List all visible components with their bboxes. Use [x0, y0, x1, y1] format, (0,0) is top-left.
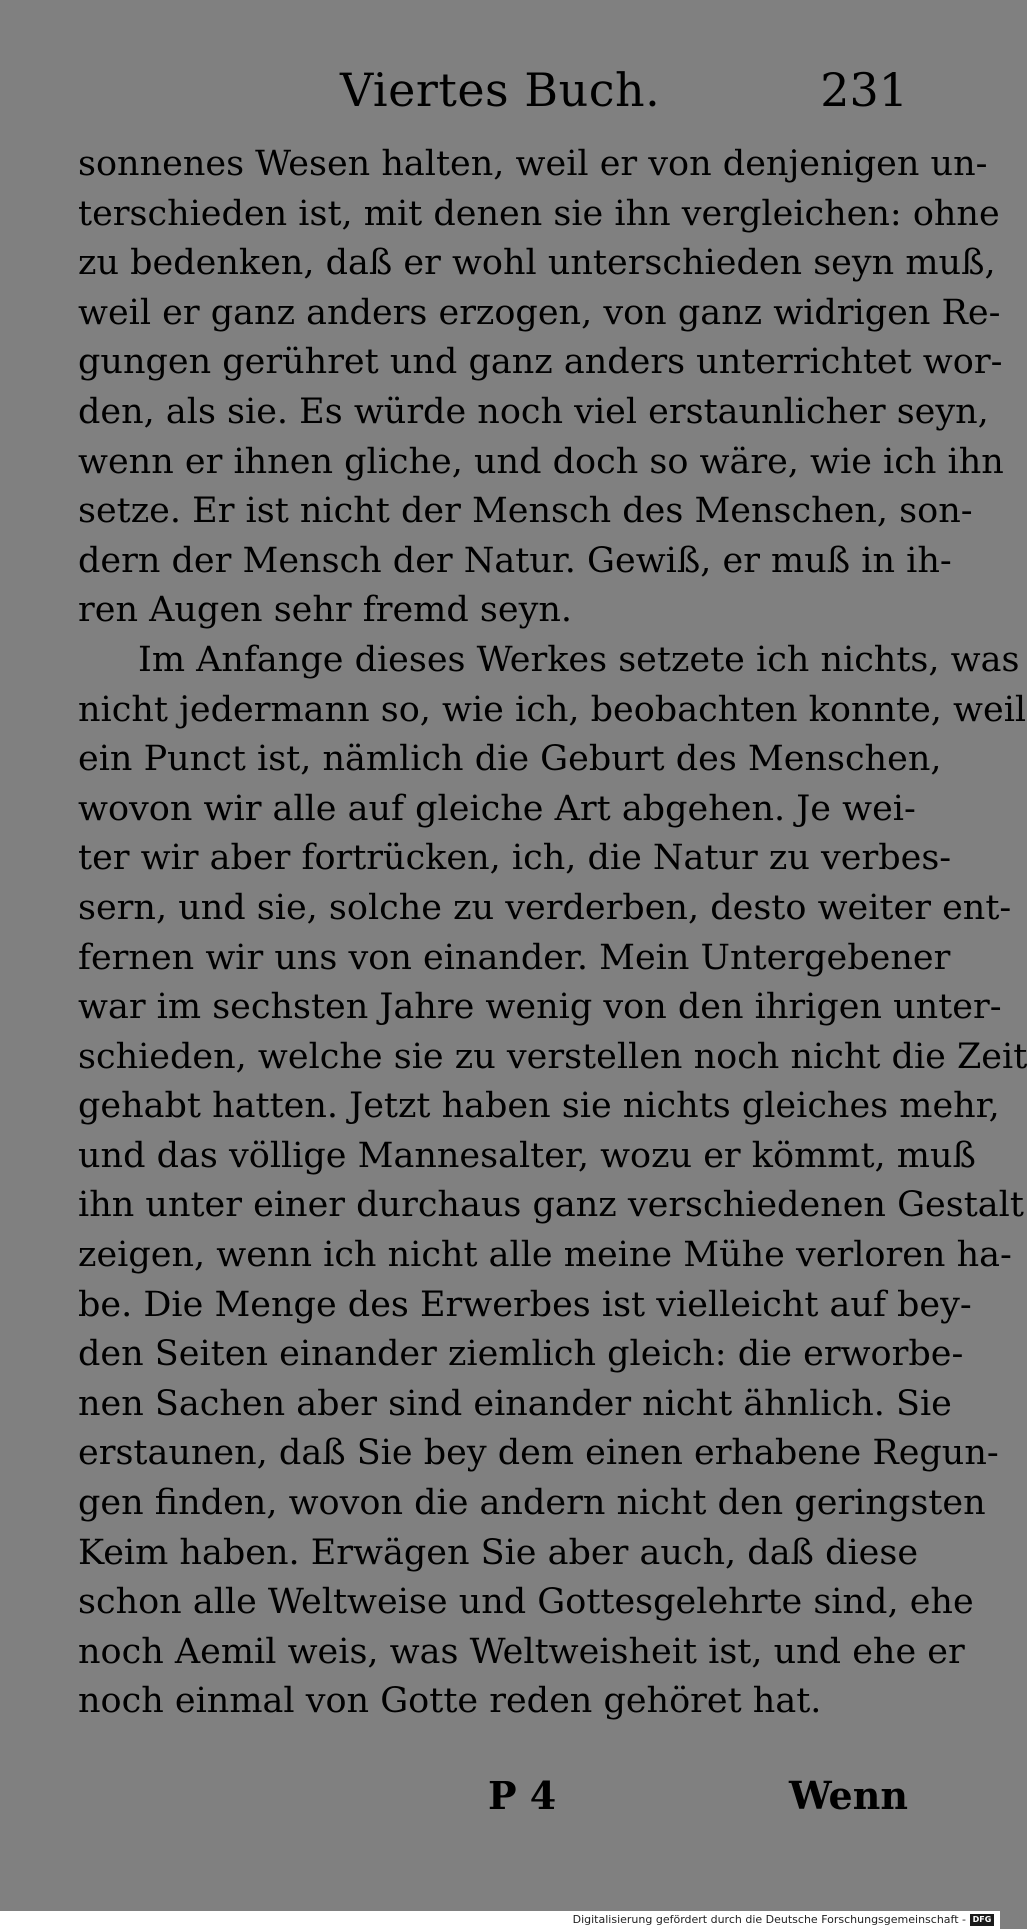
- credit-bar: [0, 1911, 1000, 1929]
- text-line: ein Punct ist, nämlich die Geburt des Menschen,: [78, 739, 942, 780]
- page-number: 231: [820, 63, 908, 117]
- page-header: [78, 58, 908, 122]
- body-text: [78, 140, 1027, 1727]
- text-line: schon alle Weltweise und Gottesgelehrte sind, ehe: [78, 1582, 974, 1623]
- text-line: den, als sie. Es würde noch viel erstaunlicher seyn,: [78, 391, 989, 432]
- catchword: Wenn: [788, 1773, 908, 1818]
- text-line: wenn er ihnen gliche, und doch so wäre, wie ich ihn: [78, 441, 1004, 482]
- text-line: ren Augen sehr fremd seyn.: [78, 590, 573, 631]
- text-line: und das völlige Mannesalter, wozu er kömmt, muß: [78, 1135, 976, 1176]
- text-line: noch Aemil weis, was Weltweisheit ist, und ehe er: [78, 1631, 965, 1672]
- text-line: noch einmal von Gotte reden gehöret hat.: [78, 1681, 822, 1722]
- dfg-logo: DFG: [970, 1914, 994, 1926]
- text-line: Keim haben. Erwägen Sie aber auch, daß diese: [78, 1532, 919, 1573]
- credit-text: Digitalisierung gefördert durch die Deutsche Forschungsgemeinschaft -: [572, 1913, 966, 1926]
- text-line: wovon wir alle auf gleiche Art abgehen. Je wei-: [78, 788, 916, 829]
- text-line: gen finden, wovon die andern nicht den geringsten: [78, 1483, 986, 1524]
- text-line: ihn unter einer durchaus ganz verschiedenen Gestalt: [78, 1185, 1024, 1226]
- page-footer: [78, 1766, 908, 1826]
- text-line: gehabt hatten. Jetzt haben sie nichts gleiches mehr,: [78, 1086, 1000, 1127]
- text-line: schieden, welche sie zu verstellen noch nicht die Zeit: [78, 1036, 1027, 1077]
- text-line: gungen gerühret und ganz anders unterrichtet wor-: [78, 342, 1003, 383]
- text-line: war im sechsten Jahre wenig von den ihrigen unter-: [78, 987, 1002, 1028]
- running-head: Viertes Buch.: [340, 63, 661, 117]
- text-line: setze. Er ist nicht der Mensch des Menschen, son-: [78, 491, 973, 532]
- text-line: sern, und sie, solche zu verderben, desto weiter ent-: [78, 887, 1012, 928]
- text-line: erstaunen, daß Sie bey dem einen erhabene Regun-: [78, 1433, 999, 1474]
- text-line: sonnenes Wesen halten, weil er von denjenigen un-: [78, 144, 988, 184]
- text-line: zu bedenken, daß er wohl unterschieden seyn muß,: [78, 243, 996, 284]
- text-line: nicht jedermann so, wie ich, beobachten konnte, weil: [78, 689, 1027, 730]
- text-line: dern der Mensch der Natur. Gewiß, er muß in ih-: [78, 540, 952, 581]
- text-line: fernen wir uns von einander. Mein Untergebener: [78, 937, 951, 978]
- text-line: Im Anfange dieses Werkes setzete ich nichts, was: [138, 639, 1020, 680]
- text-line: terschieden ist, mit denen sie ihn vergleichen: ohne: [78, 193, 1000, 234]
- text-line: be. Die Menge des Erwerbes ist vielleicht auf bey-: [78, 1284, 972, 1325]
- text-line: zeigen, wenn ich nicht alle meine Mühe verloren ha-: [78, 1235, 1012, 1276]
- signature-mark: P 4: [488, 1773, 557, 1818]
- text-line: den Seiten einander ziemlich gleich: die erworbe-: [78, 1334, 964, 1375]
- text-line: weil er ganz anders erzogen, von ganz widrigen Re-: [78, 292, 1001, 333]
- text-line: nen Sachen aber sind einander nicht ähnlich. Sie: [78, 1383, 952, 1424]
- text-line: ter wir aber fortrücken, ich, die Natur zu verbes-: [78, 838, 952, 879]
